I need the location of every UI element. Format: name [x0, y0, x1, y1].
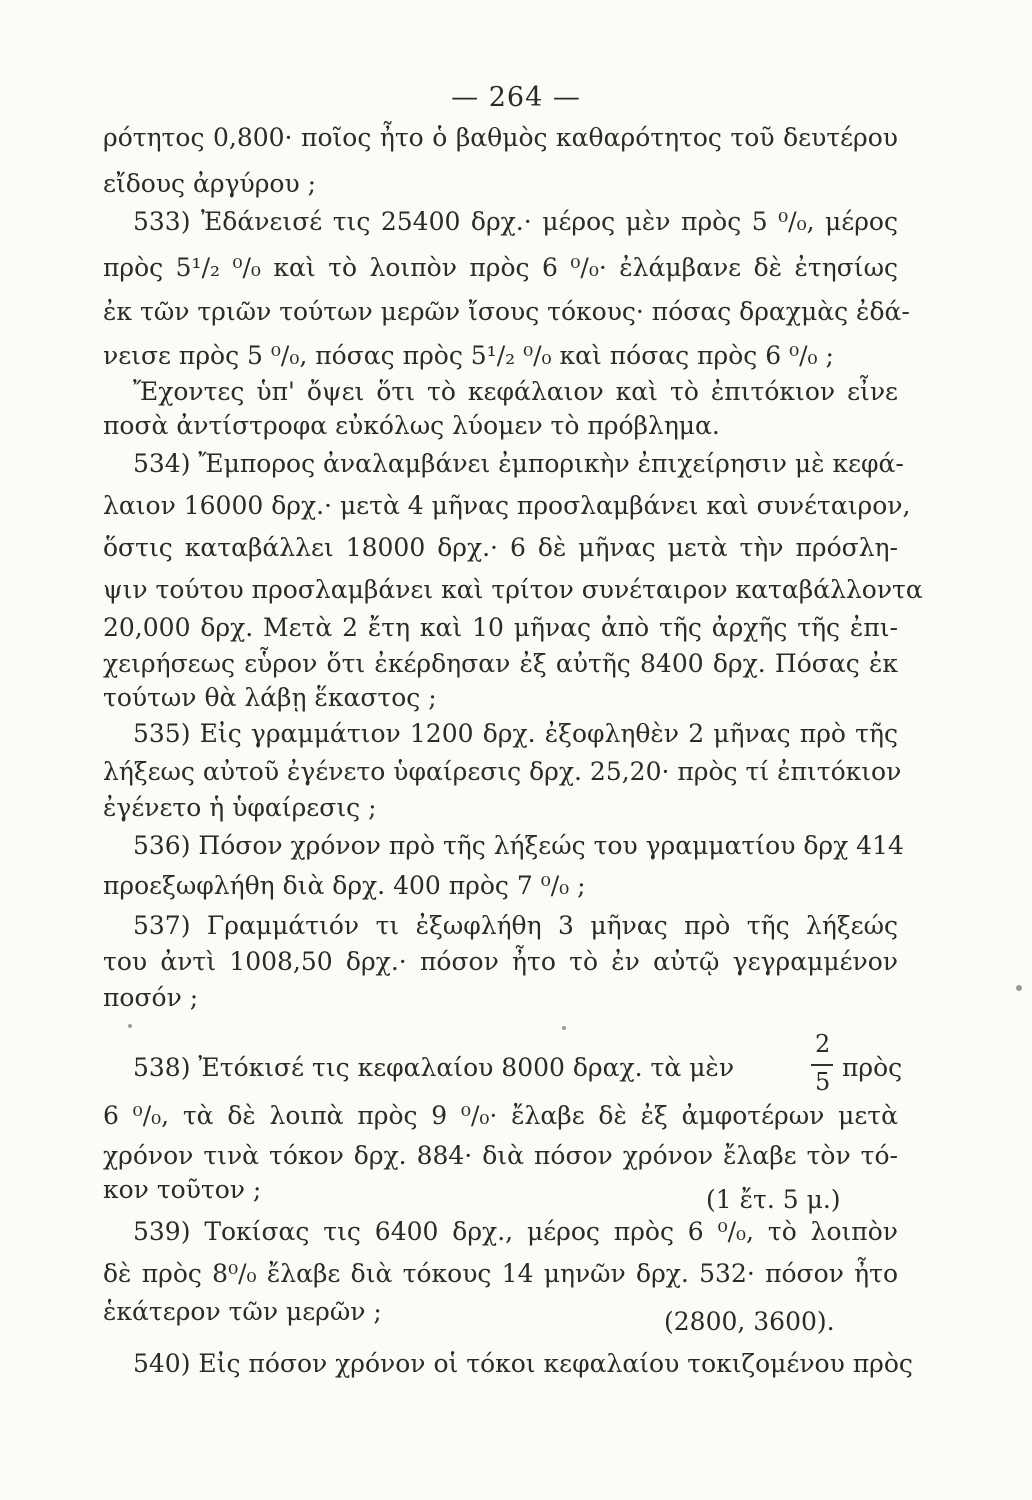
- text-line: λαιον 16000 δρχ.· μετὰ 4 μῆνας προσλαμβάνει καὶ συνέταιρον,: [103, 491, 911, 520]
- fraction-bar: [811, 1064, 833, 1066]
- fraction-denominator: 5: [815, 1068, 831, 1096]
- text-line: ἑκάτερον τῶν μερῶν ;: [103, 1297, 382, 1326]
- text-line: προεξωφλήθη διὰ δρχ. 400 πρὸς 7 ⁰/₀ ;: [103, 871, 586, 900]
- text-line: χειρήσεως εὗρον ὅτι ἐκέρδησαν ἐξ αὐτῆς 8400 δρχ. Πόσας ἐκ: [103, 649, 898, 678]
- problem-536-line: 536) Πόσον χρόνον πρὸ τῆς λήξεώς του γραμματίου δρχ 414: [133, 831, 904, 860]
- answer-538: (1 ἔτ. 5 μ.): [706, 1185, 841, 1214]
- page-number: — 264 —: [451, 82, 581, 113]
- problem-538-line: 538) Ἐτόκισέ τις κεφαλαίου 8000 δραχ. τὰ μὲν: [133, 1053, 735, 1082]
- text-line: τούτων θὰ λάβῃ ἕκαστος ;: [103, 683, 437, 712]
- problem-535-line: 535) Εἰς γραμμάτιον 1200 δρχ. ἐξοφληθὲν 2 μῆνας πρὸ τῆς: [133, 719, 898, 748]
- text-line: πρὸς 5¹/₂ ⁰/₀ καὶ τὸ λοιπὸν πρὸς 6 ⁰/₀· ἐλάμβανε δὲ ἐτησίως: [103, 253, 898, 282]
- text-line: ἐγένετο ἡ ὑφαίρεσις ;: [103, 793, 377, 822]
- text-line: ποσόν ;: [103, 983, 199, 1012]
- problem-533-line: 533) Ἐδάνεισέ τις 25400 δρχ.· μέρος μὲν πρὸς 5 ⁰/₀, μέρος: [133, 207, 898, 236]
- text-line: λήξεως αὐτοῦ ἐγένετο ὑφαίρεσις δρχ. 25,20· πρὸς τί ἐπιτόκιον: [103, 757, 902, 786]
- paper-speck: [128, 1024, 132, 1028]
- text-line: ἐκ τῶν τριῶν τούτων μερῶν ἴσους τόκους· πόσας δραχμὰς ἐδά-: [103, 297, 910, 326]
- text-line: του ἀντὶ 1008,50 δρχ.· πόσον ἦτο τὸ ἐν αὐτῷ γεγραμμένον: [103, 947, 898, 976]
- text-line: χρόνον τινὰ τόκον δρχ. 884· διὰ πόσον χρόνον ἔλαβε τὸν τό-: [103, 1141, 898, 1170]
- answer-539: (2800, 3600).: [664, 1307, 835, 1336]
- text-line: ὅστις καταβάλλει 18000 δρχ.· 6 δὲ μῆνας μετὰ τὴν πρόσλη-: [103, 533, 898, 562]
- problem-537-line: 537) Γραμμάτιόν τι ἐξωφλήθη 3 μῆνας πρὸ τῆς λήξεώς: [133, 911, 898, 940]
- text-line: 20,000 δρχ. Μετὰ 2 ἔτη καὶ 10 μῆνας ἀπὸ τῆς ἀρχῆς τῆς ἐπι-: [103, 613, 898, 642]
- text-line: Ἔχοντες ὑπ' ὄψει ὅτι τὸ κεφάλαιον καὶ τὸ ἐπιτόκιον εἶνε: [133, 377, 898, 406]
- paper-speck: [562, 1026, 566, 1030]
- text-line: εἴδους ἀργύρου ;: [103, 169, 317, 198]
- problem-540-line: 540) Εἰς πόσον χρόνον οἱ τόκοι κεφαλαίου τοκιζομένου πρὸς: [133, 1349, 913, 1378]
- text-fragment: πρὸς: [842, 1053, 903, 1082]
- text-line: δὲ πρὸς 8⁰/₀ ἔλαβε διὰ τόκους 14 μηνῶν δρχ. 532· πόσον ἦτο: [103, 1259, 898, 1288]
- text-line: νεισε πρὸς 5 ⁰/₀, πόσας πρὸς 5¹/₂ ⁰/₀ καὶ πόσας πρὸς 6 ⁰/₀ ;: [103, 341, 834, 370]
- fraction-numerator: 2: [815, 1030, 831, 1058]
- problem-539-line: 539) Τοκίσας τις 6400 δρχ., μέρος πρὸς 6 ⁰/₀, τὸ λοιπὸν: [133, 1217, 898, 1246]
- text-line: ποσὰ ἀντίστροφα εὐκόλως λύομεν τὸ πρόβλημα.: [103, 411, 720, 440]
- paper-speck: [1016, 985, 1022, 991]
- text-line: κον τοῦτον ;: [103, 1175, 262, 1204]
- text-line: 6 ⁰/₀, τὰ δὲ λοιπὰ πρὸς 9 ⁰/₀· ἔλαβε δὲ ἐξ ἀμφοτέρων μετὰ: [103, 1101, 898, 1130]
- text-line: ψιν τούτου προσλαμβάνει καὶ τρίτον συνέταιρον καταβάλλοντα: [103, 575, 923, 604]
- text-line: ρότητος 0,800· ποῖος ἦτο ὁ βαθμὸς καθαρότητος τοῦ δευτέρου: [103, 123, 898, 152]
- problem-534-line: 534) Ἔμπορος ἀναλαμβάνει ἐμπορικὴν ἐπιχείρησιν μὲ κεφά-: [133, 449, 904, 478]
